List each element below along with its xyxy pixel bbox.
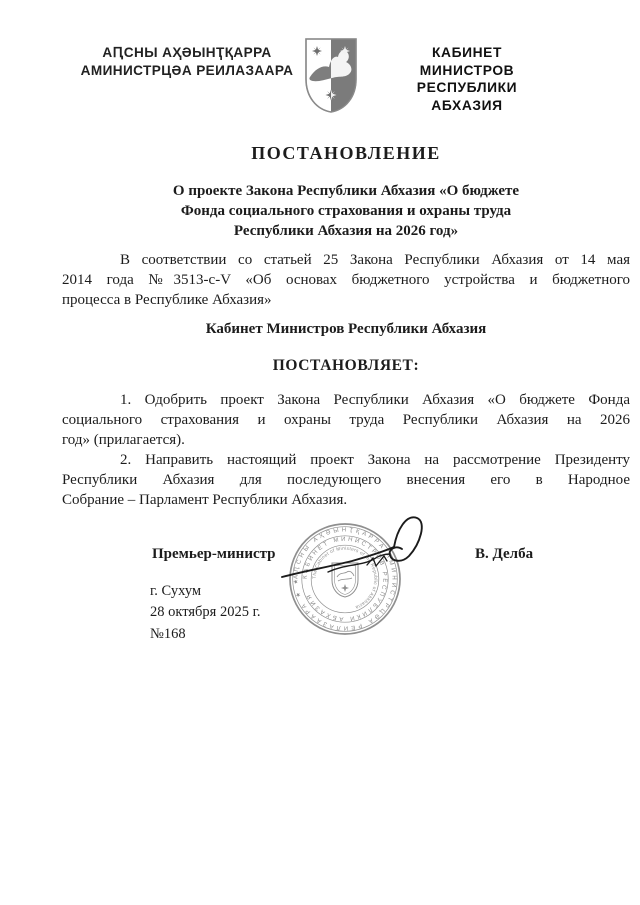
- item-1-line: год» (прилагается).: [62, 432, 185, 448]
- official-stamp: [270, 510, 452, 652]
- item-1-line: социального страхования и охраны труда Республики Абхазия на 2026: [62, 412, 630, 428]
- preamble-line: 2014 года №3513-с-V «Об основах бюджетного устройства и бюджетного: [62, 272, 630, 288]
- org-name-russian-line2: РЕСПУБЛИКИ АБХАЗИЯ: [416, 80, 518, 113]
- stamp-ring-inner-text: The Cabinet of Ministers of the Republic of Abkhazia: [311, 545, 379, 611]
- signatory-post: Премьер-министр: [152, 546, 276, 562]
- stamp-center-shield: [332, 563, 358, 597]
- stamp-ring-middle-text: КАБИНЕТ МИНИСТРОВ РЕСПУБЛИКИ АБХАЗИЯ: [302, 536, 388, 622]
- resolving-authority: Кабинет Министров Республики Абхазия: [205, 321, 487, 337]
- org-name-russian: [383, 44, 551, 114]
- issue-city: г. Сухум: [150, 583, 202, 599]
- preamble-line: процесса в Республике Абхазия»: [62, 292, 272, 308]
- org-name-abkhaz: [73, 44, 301, 79]
- signatory-name: В. Делба: [475, 546, 534, 562]
- subject-line: Республики Абхазия на 2026 год»: [233, 223, 459, 239]
- item-2-line: 2. Направить настоящий проект Закона на рассмотрение Президенту: [120, 452, 630, 468]
- org-name-russian-line1: КАБИНЕТ МИНИСТРОВ: [419, 45, 515, 78]
- item-1-line: 1. Одобрить проект Закона Республики Абхазия «О бюджете Фонда: [120, 392, 630, 408]
- decree-items: [62, 390, 630, 510]
- preamble-line: В соответствии со статьей 25 Закона Республики Абхазия от 14 мая: [120, 252, 630, 268]
- org-name-abkhaz-line1: АԤСНЫ АҲӘЫНҬҚАРРА: [102, 45, 272, 60]
- issue-date: 28 октября 2025 г.: [150, 604, 261, 620]
- stamp-ring-outer-text: АԤСНЫ АҲӘЫНҬҚАРРА АМИНИСТРЦӘА РЕИЛАЗААРА ★ ★: [293, 527, 397, 631]
- preamble-paragraph: [62, 250, 630, 310]
- org-name-abkhaz-line2: АМИНИСТРЦӘА РЕИЛАЗААРА: [80, 62, 294, 78]
- document-number: №168: [150, 626, 186, 642]
- item-2-line: Собрание – Парламент Республики Абхазия.: [62, 492, 348, 508]
- item-2-line: Республики Абхазия для последующего внесения его в Народное: [62, 472, 630, 488]
- subject-line: О проекте Закона Республики Абхазия «О бюджете: [172, 183, 520, 199]
- subject-line: Фонда социального страхования и охраны труда: [180, 203, 512, 219]
- document-subject: [62, 181, 630, 241]
- document-title: ПОСТАНОВЛЕНИЕ: [251, 143, 441, 163]
- decree-word: ПОСТАНОВЛЯЕТ:: [272, 357, 420, 374]
- coat-of-arms-icon: [302, 35, 360, 115]
